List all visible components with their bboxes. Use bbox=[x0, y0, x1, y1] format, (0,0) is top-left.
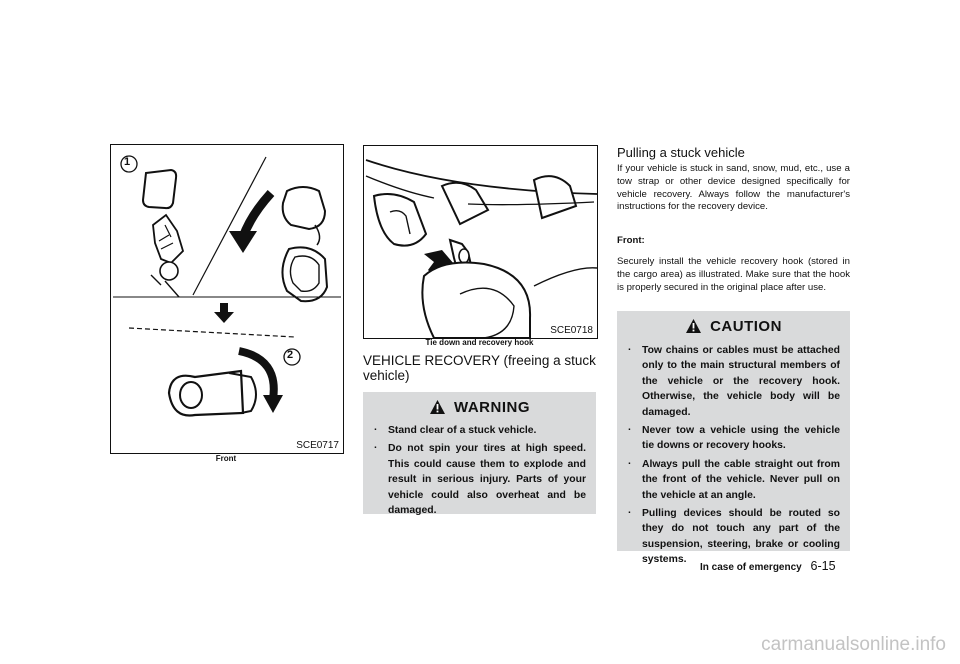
warning-box bbox=[363, 392, 596, 517]
figure-code: SCE0718 bbox=[550, 325, 593, 336]
list-item: . Stand clear of a stuck vehicle. bbox=[363, 423, 586, 438]
section-heading: VEHICLE RECOVERY (freeing a stuck vehicle) bbox=[363, 353, 596, 383]
footer-section: In case of emergency bbox=[700, 562, 802, 573]
warning-list bbox=[363, 423, 586, 518]
callout-2: 2 bbox=[287, 349, 294, 361]
watermark: carmanualsonline.info bbox=[761, 634, 946, 655]
warning-title: WARNING bbox=[363, 399, 596, 416]
page-number: 6-15 bbox=[810, 559, 836, 573]
paragraph: If your vehicle is stuck in sand, snow, mud, etc., use a tow strap or other device designed specifically for vehicle recovery. Always follow the manufacturer's instructions for the recovery device. bbox=[617, 163, 850, 213]
list-item: . Do not spin your tires at high speed. This could cause them to explode and result in serious injury. Parts of your vehicle could also overheat and be damaged. bbox=[363, 441, 586, 518]
list-item: . Pulling devices should be routed so they do not touch any part of the suspension, steering, brake or cooling systems. bbox=[617, 506, 840, 568]
front-hook-illustration bbox=[111, 145, 343, 453]
list-item: . Always pull the cable straight out from the front of the vehicle. Never pull on the vehicle at an angle. bbox=[617, 457, 840, 503]
figure-front-recovery-hook bbox=[110, 144, 344, 454]
front-label: Front: bbox=[617, 235, 645, 246]
warning-triangle-icon bbox=[429, 399, 446, 415]
list-item: . Never tow a vehicle using the vehicle tie downs or recovery hooks. bbox=[617, 423, 840, 454]
warning-triangle-icon bbox=[685, 318, 702, 334]
paragraph: Securely install the vehicle recovery hook (stored in the cargo area) as illustrated. Make sure that the hook is properly secured in the original place after use. bbox=[617, 256, 850, 293]
figure-caption: Front bbox=[215, 454, 237, 463]
figure-caption: Tie down and recovery hook bbox=[425, 338, 534, 347]
figure-rear-recovery-hook bbox=[363, 145, 598, 339]
callout-1: 1 bbox=[124, 156, 131, 168]
rear-hook-illustration bbox=[364, 146, 597, 338]
figure-code: SCE0717 bbox=[296, 440, 339, 451]
caution-title: CAUTION bbox=[617, 318, 850, 335]
caution-list bbox=[617, 343, 840, 568]
list-item: . Tow chains or cables must be attached only to the main structural members of the vehicle or the recovery hook. Otherwise, the vehicle body will be damaged. bbox=[617, 343, 840, 420]
page-footer bbox=[700, 559, 836, 573]
subsection-heading: Pulling a stuck vehicle bbox=[617, 145, 745, 160]
